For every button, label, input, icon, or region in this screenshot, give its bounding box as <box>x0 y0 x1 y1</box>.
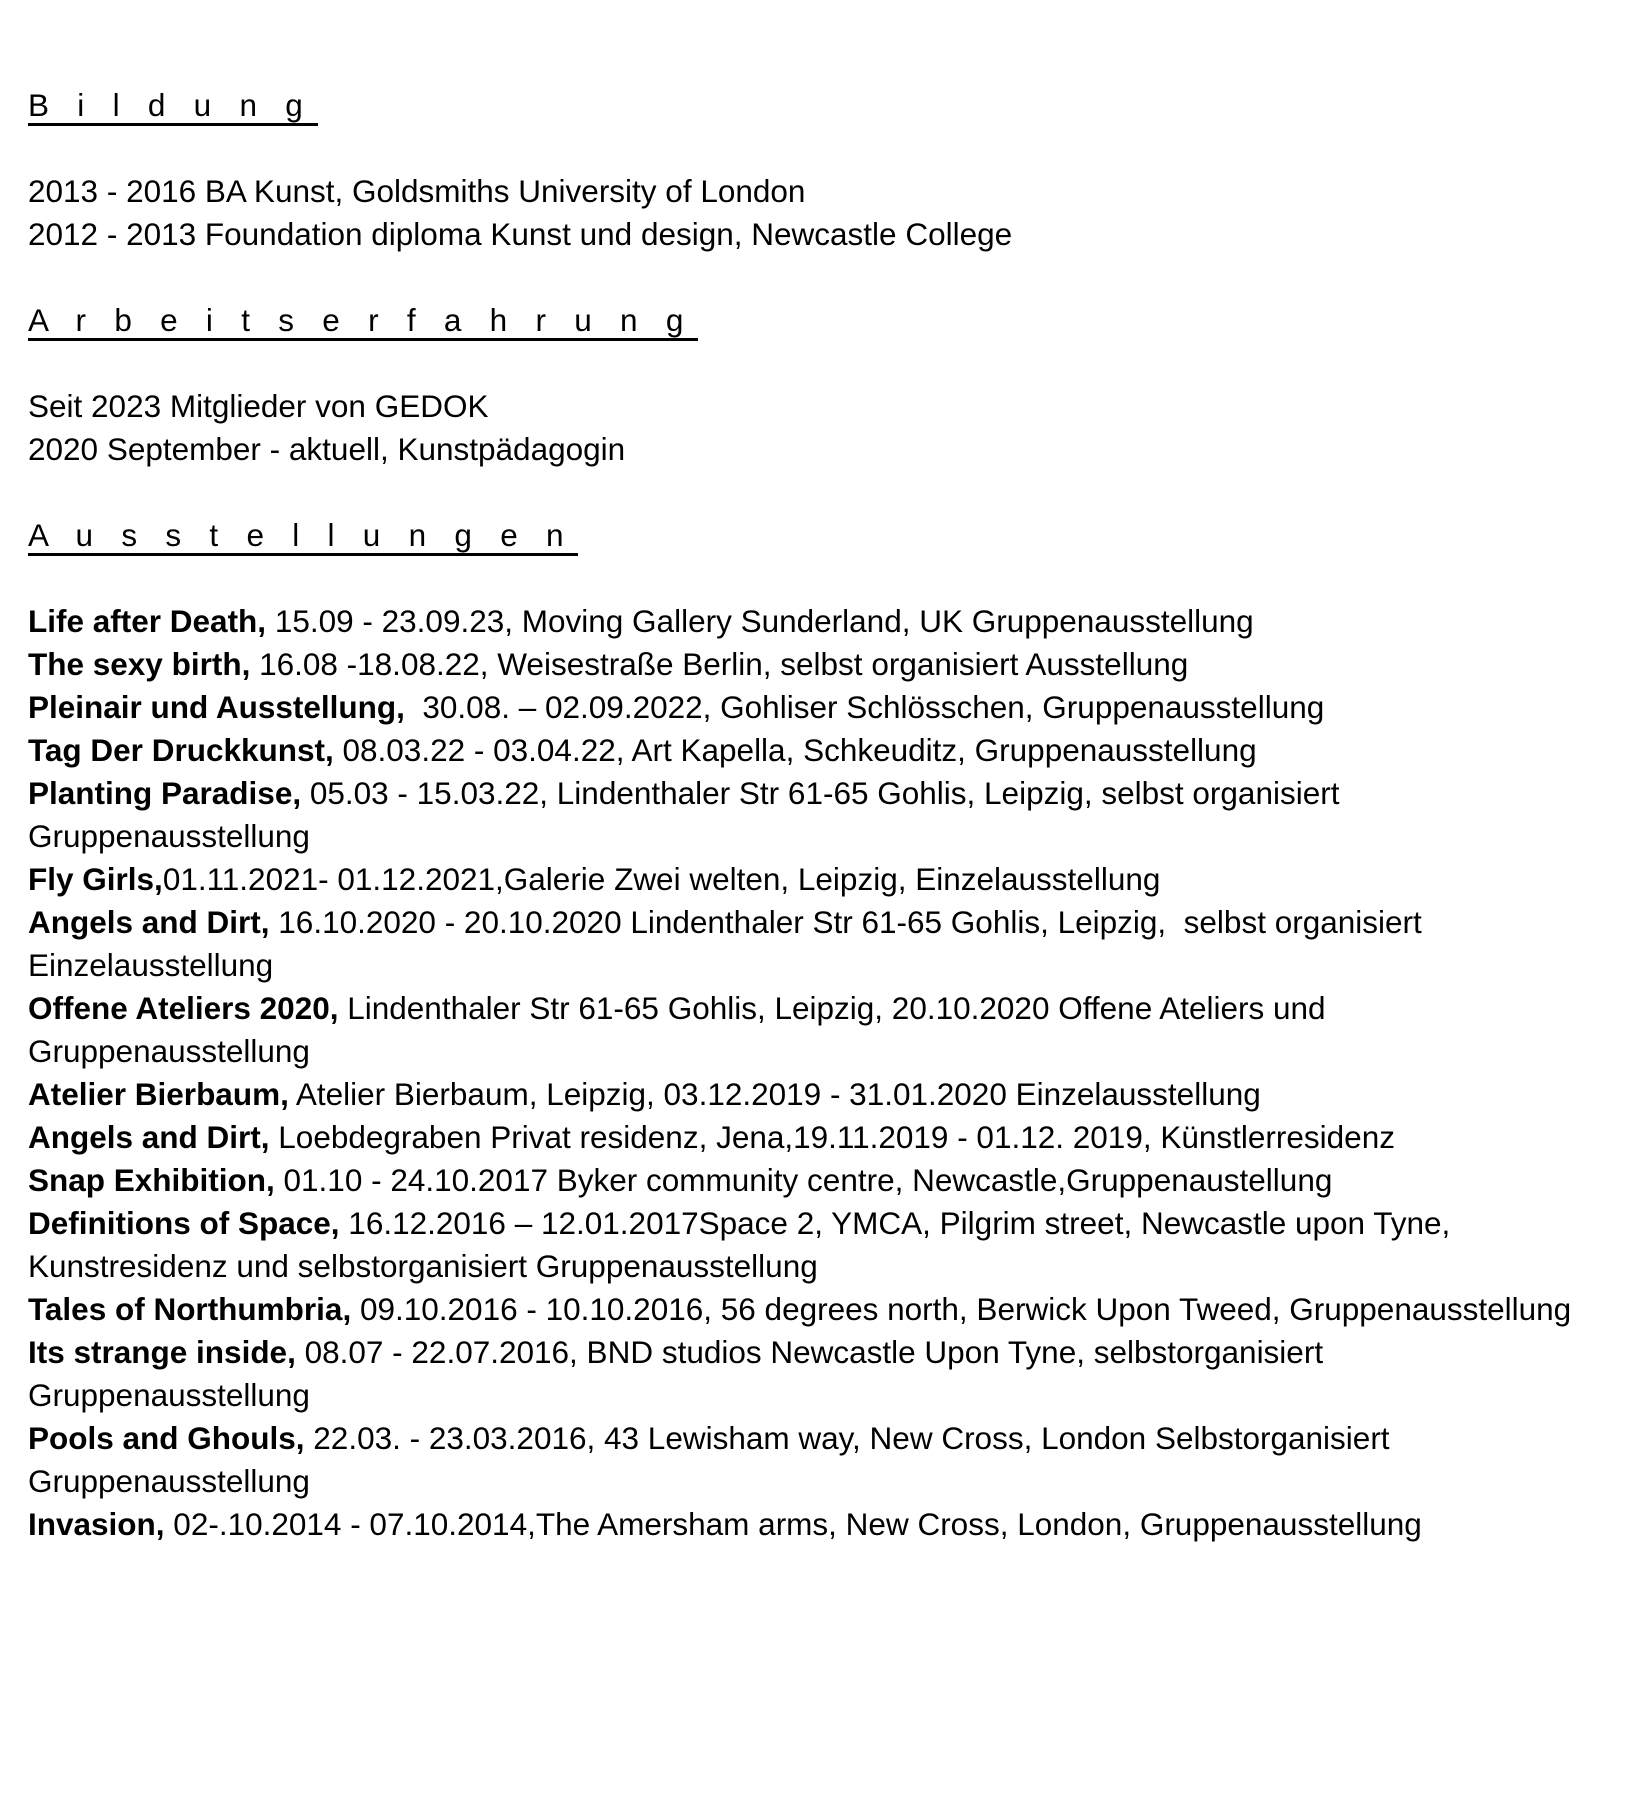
exhibition-title: Offene Ateliers 2020, <box>28 990 339 1026</box>
exhibition-details: 30.08. – 02.09.2022, Gohliser Schlösschen, Gruppenausstellung <box>404 689 1325 725</box>
exhibition-title: Planting Paradise, <box>28 775 302 811</box>
section-heading-ausstellungen <box>28 514 1600 557</box>
exhibition-title: Atelier Bierbaum, <box>28 1076 289 1112</box>
exhibition-title: Fly Girls, <box>28 861 163 897</box>
exhibition-details: Lindenthaler Str 61-65 Gohlis, Leipzig, 20.10.2020 Offene Ateliers und Gruppenausstellung <box>28 990 1335 1069</box>
exhibition-details: 22.03. - 23.03.2016, 43 Lewisham way, New Cross, London Selbstorganisiert Gruppenausstellung <box>28 1420 1399 1499</box>
exhibition-details: Loebdegraben Privat residenz, Jena,19.11.2019 - 01.12. 2019, Künstlerresidenz <box>269 1119 1395 1155</box>
exhibition-details: 08.07 - 22.07.2016, BND studios Newcastle Upon Tyne, selbstorganisiert Gruppenausstellung <box>28 1334 1332 1413</box>
exhibition-list <box>28 600 1600 1546</box>
exhibition-details: 09.10.2016 - 10.10.2016, 56 degrees north, Berwick Upon Tweed, Gruppenausstellung <box>351 1291 1572 1327</box>
exhibition-title: Angels and Dirt, <box>28 1119 270 1155</box>
section-heading-bildung-text: B i l d u n g <box>28 87 318 126</box>
exhibition-title: Angels and Dirt, <box>28 904 270 940</box>
exhibition-entry <box>28 643 1600 686</box>
exhibition-title: Definitions of Space, <box>28 1205 340 1241</box>
exhibition-entry <box>28 1116 1600 1159</box>
exhibition-entry <box>28 772 1600 858</box>
exhibition-details: 16.12.2016 – 12.01.2017Space 2, YMCA, Pilgrim street, Newcastle upon Tyne, Kunstresidenz und selbstorganisiert Gruppenausstellung <box>28 1205 1460 1284</box>
exhibition-details: 16.08 -18.08.22, Weisestraße Berlin, selbst organisiert Ausstellung <box>250 646 1189 682</box>
education-line: 2012 - 2013 Foundation diploma Kunst und design, Newcastle College <box>28 216 1013 252</box>
exhibition-entry <box>28 1417 1600 1503</box>
exhibition-details: 02-.10.2014 - 07.10.2014,The Amersham arms, New Cross, London, Gruppenausstellung <box>164 1506 1422 1542</box>
exhibition-entry <box>28 729 1600 772</box>
exhibition-details: 01.11.2021- 01.12.2021,Galerie Zwei welten, Leipzig, Einzelausstellung <box>162 861 1161 897</box>
exhibition-title: Snap Exhibition, <box>28 1162 275 1198</box>
exhibition-details: 16.10.2020 - 20.10.2020 Lindenthaler Str 61-65 Gohlis, Leipzig, selbst organisiert Einzelausstellung <box>28 904 1431 983</box>
work-line: Seit 2023 Mitglieder von GEDOK <box>28 388 489 424</box>
work-line: 2020 September - aktuell, Kunstpädagogin <box>28 431 626 467</box>
section-heading-ausstellungen-text: A u s s t e l l u n g e n <box>28 517 578 556</box>
exhibition-details: 08.03.22 - 03.04.22, Art Kapella, Schkeuditz, Gruppenausstellung <box>333 732 1257 768</box>
education-line: 2013 - 2016 BA Kunst, Goldsmiths University of London <box>28 173 806 209</box>
exhibition-entry <box>28 1073 1600 1116</box>
exhibition-title: The sexy birth, <box>28 646 251 682</box>
exhibition-details: 01.10 - 24.10.2017 Byker community centre, Newcastle,Gruppenaustellung <box>274 1162 1333 1198</box>
exhibition-entry <box>28 901 1600 987</box>
exhibition-title: Tag Der Druckkunst, <box>28 732 334 768</box>
exhibition-title: Life after Death, <box>28 603 267 639</box>
exhibition-entry <box>28 1503 1600 1546</box>
exhibition-entry <box>28 1331 1600 1417</box>
section-heading-arbeitserfahrung <box>28 299 1600 342</box>
exhibition-entry <box>28 1202 1600 1288</box>
exhibition-entry <box>28 1288 1600 1331</box>
section-heading-arbeitserfahrung-text: A r b e i t s e r f a h r u n g <box>28 302 698 341</box>
exhibition-details: 05.03 - 15.03.22, Lindenthaler Str 61-65 Gohlis, Leipzig, selbst organisiert Gruppenausstellung <box>28 775 1349 854</box>
exhibition-title: Pleinair und Ausstellung, <box>28 689 405 725</box>
exhibition-title: Invasion, <box>28 1506 165 1542</box>
section-heading-bildung <box>28 84 1600 127</box>
exhibition-title: Tales of Northumbria, <box>28 1291 352 1327</box>
exhibition-details: 15.09 - 23.09.23, Moving Gallery Sunderland, UK Gruppenausstellung <box>266 603 1254 639</box>
exhibition-details: Atelier Bierbaum, Leipzig, 03.12.2019 - 31.01.2020 Einzelausstellung <box>288 1076 1261 1112</box>
exhibition-entry <box>28 1159 1600 1202</box>
exhibition-entry <box>28 987 1600 1073</box>
exhibition-entry <box>28 686 1600 729</box>
exhibition-entry <box>28 600 1600 643</box>
exhibition-title: Its strange inside, <box>28 1334 296 1370</box>
exhibition-title: Pools and Ghouls, <box>28 1420 305 1456</box>
exhibition-entry <box>28 858 1600 901</box>
